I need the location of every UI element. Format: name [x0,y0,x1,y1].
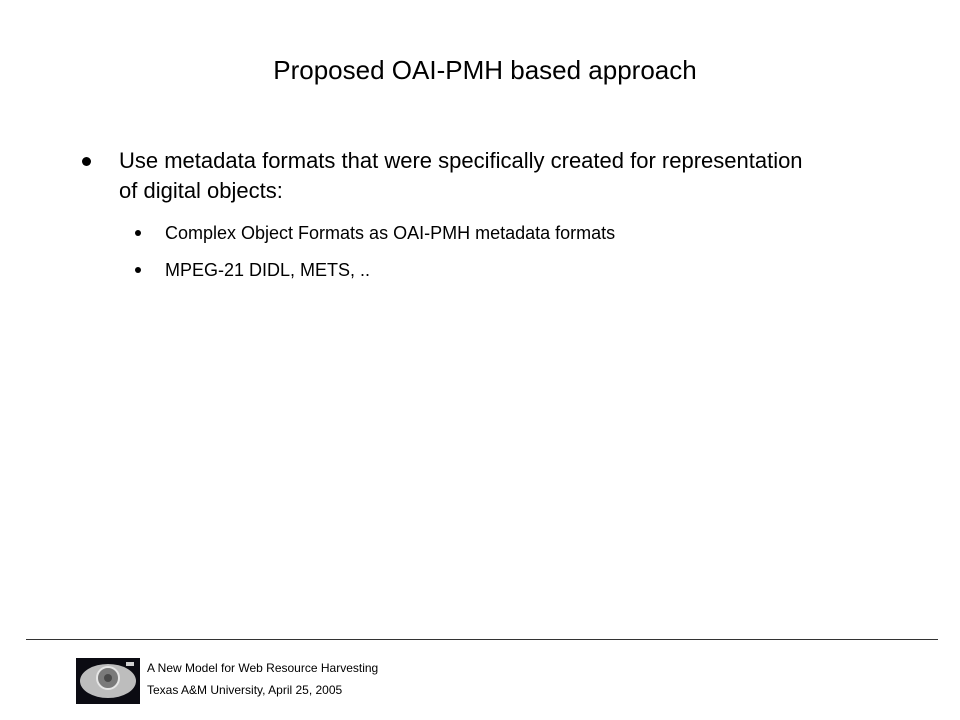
sub-bullet-dot [135,230,141,236]
bullet-dot [82,157,91,166]
logo-mark [126,662,134,666]
sub-bullet-item: Complex Object Formats as OAI-PMH metadata formats [165,223,616,243]
eye-logo-icon [76,658,140,704]
bullet-item: Use metadata formats that were specifically created for representation of digital objects: [119,148,803,203]
sub-bullet-item: MPEG-21 DIDL, METS, .. [165,260,371,280]
footer-divider [26,639,938,640]
slide-title: Proposed OAI-PMH based approach [273,55,697,85]
sub-bullet-dot [135,267,141,273]
logo-pupil [104,674,112,682]
footer-venue-date: Texas A&M University, April 25, 2005 [147,683,343,697]
footer-presentation-title: A New Model for Web Resource Harvesting [147,661,379,675]
